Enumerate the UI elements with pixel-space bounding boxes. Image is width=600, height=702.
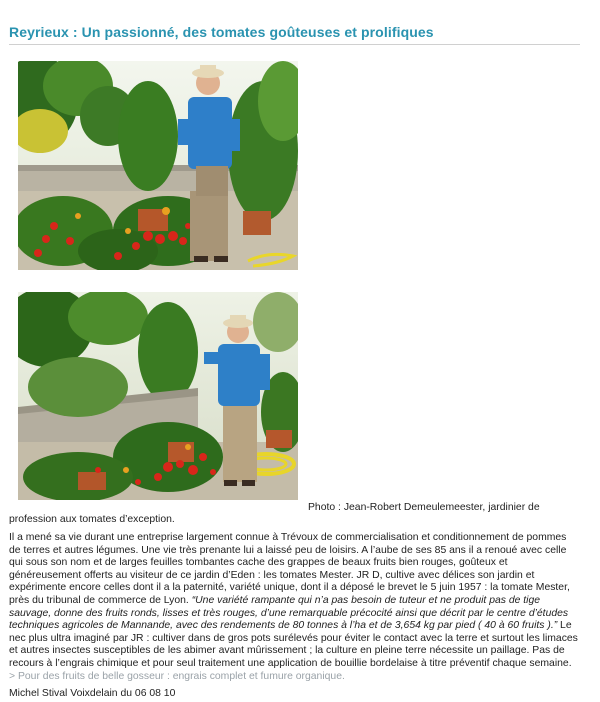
body-quote: “Une variété rampante qui n’a pas besoin de tuteur et ne produit pas de tige sauvage, donne des fruits ronds, lisses et très rouges, d’une remarquable précocité ainsi que décrit par le centre d’études techniques agricoles de Mannande, avec des rendements de 80 tonnes à l’ha et de 3,654 kg par pied ( 40 à 60 fruits ).” [9, 594, 569, 632]
body-continued: Le nec plus ultra imaginé par JR : cultiver dans de gros pots surélevés pour éviter le contact avec la terre et surtout les limaces et autres insectes susceptibles de les abimer avant mûrissement ; la culture en pleine terre nécessite un paillage. Pas de recours à l’engrais chimique et pour seul traitement une application de bouillie bordelaise à titre préventif chaque semaine. [9, 620, 578, 669]
gardener-photo-1 [18, 61, 298, 270]
photo-caption: Photo : Jean-Robert Demeulemeester, jardinier de [308, 502, 540, 513]
gardener-photo-2 [18, 292, 298, 500]
photo-caption-continued: profession aux tomates d’exception. [9, 514, 175, 525]
article-signature: Michel Stival Voixdelain du 06 08 10 [9, 688, 176, 699]
article-body [9, 532, 579, 683]
body-intro: Il a mené sa vie durant une entreprise largement connue à Trévoux de commercialisation et conditionnement de pommes de terres et autres légumes. Une vie très prenante lui a laissé peu de loisirs. A l’aube de ses 85 ans il a renoué avec celle qui sous son nom et de larges feuilles tombantes cache des grappes de beaux fruits bien rouges, goûteux et généreusement offerts au visiteur de ce jardin d’Eden : les tomates Mester. JR D, cultive avec délices son jardin et expérimente encore celles dont il a la paternité, variété unique, dont il a déposé le brevet le 5 juin 1957 : la tomate Mester, près du tribunal de commerce de Lyon. [9, 532, 570, 606]
title-divider [9, 44, 580, 45]
related-article-link[interactable]: > Pour des fruits de belle gosseur : engrais complet et fumure organique. [9, 670, 345, 682]
article-title: Reyrieux : Un passionné, des tomates goûteuses et prolifiques [9, 24, 434, 40]
